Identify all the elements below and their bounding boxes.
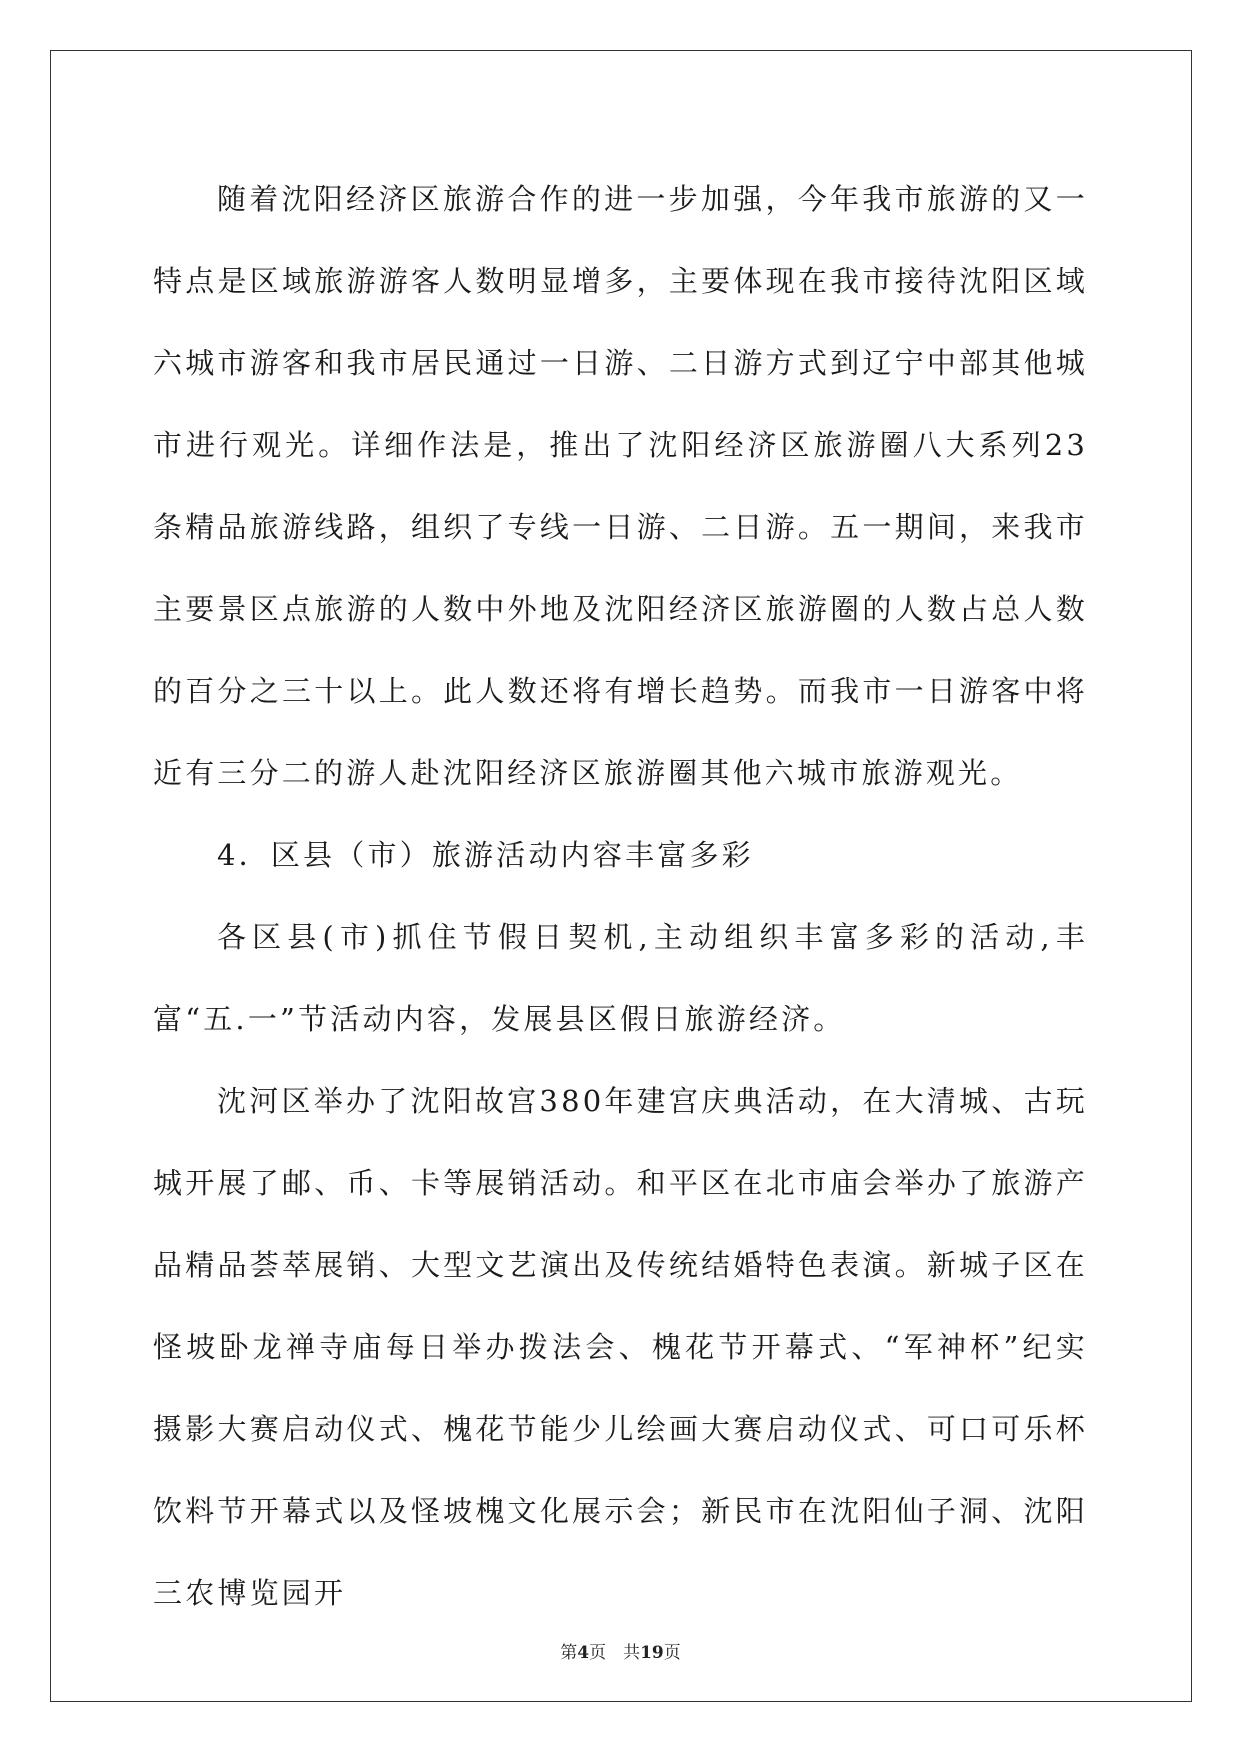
footer-middle: 页 共 <box>589 1643 641 1663</box>
paragraph-district-events: 沈河区举办了沈阳故宫380年建宫庆典活动，在大清城、古玩城开展了邮、币、卡等展销活动。和平区在北市庙会举办了旅游产品精品荟萃展销、大型文艺演出及传统结婚特色表演。新城子区在怪坡卧龙禅寺庙每日举办拨法会、槐花节开幕式、“军神杯”纪实摄影大赛启动仪式、槐花节能少儿绘画大赛启动仪式、可口可乐杯饮料节开幕式以及怪坡槐文化展示会；新民市在沈阳仙子洞、沈阳三农博览园开 <box>153 1084 1088 1610</box>
paragraph-holiday-activities: 各区县(市)抓住节假日契机,主动组织丰富多彩的活动,丰富“五.一”节活动内容，发展县区假日旅游经济。 <box>153 920 1088 1036</box>
footer-suffix: 页 <box>663 1643 681 1663</box>
total-pages-number: 19 <box>640 1643 664 1663</box>
page-number-footer <box>0 1638 1241 1663</box>
paragraph-tourism-cooperation: 随着沈阳经济区旅游合作的进一步加强，今年我市旅游的又一特点是区域旅游游客人数明显增多，主要体现在我市接待沈阳区域六城市游客和我市居民通过一日游、二日游方式到辽宁中部其他城市进行观光。详细作法是，推出了沈阳经济区旅游圈八大系列23条精品旅游线路，组织了专线一日游、二日游。五一期间，来我市主要景区点旅游的人数中外地及沈阳经济区旅游圈的人数占总人数的百分之三十以上。此人数还将有增长趋势。而我市一日游客中将近有三分二的游人赴沈阳经济区旅游圈其他六城市旅游观光。 <box>153 182 1088 790</box>
footer-prefix: 第 <box>560 1643 578 1663</box>
document-body <box>153 158 1088 1634</box>
section-heading-district-activities: 4．区县（市）旅游活动内容丰富多彩 <box>217 838 754 872</box>
current-page-number: 4 <box>577 1643 590 1663</box>
